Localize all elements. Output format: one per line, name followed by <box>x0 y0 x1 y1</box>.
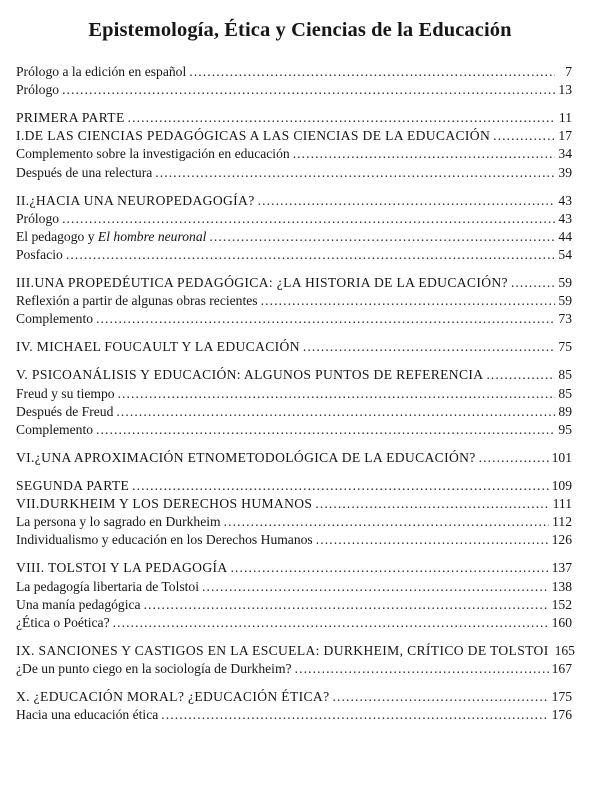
dot-leader <box>315 495 549 513</box>
section-spacer <box>16 99 572 109</box>
toc-entry <box>16 403 572 421</box>
toc-label: Complemento <box>16 311 94 327</box>
section-spacer <box>16 467 572 477</box>
dot-leader <box>486 366 555 384</box>
toc-page-number: 17 <box>558 128 572 144</box>
toc-entry <box>16 246 572 264</box>
toc-label: La pedagogía libertaria de Tolstoi <box>16 578 200 594</box>
dot-leader <box>479 449 549 467</box>
toc-page-number: 34 <box>558 146 572 162</box>
toc-entry <box>16 385 572 403</box>
toc-page-number: 112 <box>552 514 572 530</box>
toc-entry <box>16 292 572 310</box>
toc-chapter-heading: VII.DURKHEIM Y LOS DERECHOS HUMANOS <box>16 496 313 512</box>
toc-page-number: 111 <box>552 496 572 512</box>
dot-leader <box>493 127 555 145</box>
section-spacer <box>16 357 572 367</box>
dot-leader <box>316 531 549 549</box>
dot-leader <box>62 210 555 228</box>
toc-entry <box>16 559 572 577</box>
toc-part-heading: PRIMERA PARTE <box>16 110 125 126</box>
toc-entry <box>16 145 572 163</box>
section-spacer <box>16 439 572 449</box>
toc-page-number: 95 <box>558 421 572 437</box>
toc-entry <box>16 63 572 81</box>
toc-page-number: 43 <box>558 210 572 226</box>
toc-entry <box>16 660 572 678</box>
toc-label: Después de una relectura <box>16 164 153 180</box>
dot-leader <box>161 706 548 724</box>
dot-leader <box>116 403 555 421</box>
toc-page-number: 39 <box>558 164 572 180</box>
toc-page-number: 165 <box>554 642 575 658</box>
dot-leader <box>96 421 555 439</box>
toc-entry <box>16 688 572 706</box>
toc-page-number: 11 <box>558 110 572 126</box>
toc-entry <box>16 596 572 614</box>
dot-leader <box>209 228 555 246</box>
section-spacer <box>16 632 572 642</box>
toc-entry <box>16 614 572 632</box>
book-title: El hombre neuronal <box>97 228 207 244</box>
toc-page-number: 101 <box>551 449 572 465</box>
page-title: Epistemología, Ética y Ciencias de la Educación <box>88 19 512 41</box>
toc-label: ¿Ética o Poética? <box>16 614 110 630</box>
toc-page-number: 160 <box>551 614 572 630</box>
toc-page-number: 54 <box>558 247 572 263</box>
toc-entry <box>16 274 572 292</box>
toc-entry <box>16 192 572 210</box>
toc-label: Posfacio <box>16 247 63 263</box>
section-spacer <box>16 182 572 192</box>
toc-page-number: 89 <box>558 403 572 419</box>
dot-leader <box>144 596 549 614</box>
toc-entry <box>16 164 572 182</box>
toc-chapter-heading: II.¿HACIA UNA NEUROPEDAGOGÍA? <box>16 192 255 208</box>
toc-page-number: 43 <box>558 192 572 208</box>
toc-page-number: 85 <box>558 385 572 401</box>
dot-leader <box>293 145 555 163</box>
toc-entry <box>16 228 572 246</box>
toc-label: Prólogo <box>16 82 60 98</box>
toc-entry <box>16 706 572 724</box>
toc-page-number: 167 <box>551 660 572 676</box>
toc-chapter-heading: III.UNA PROPEDÉUTICA PEDAGÓGICA: ¿LA HISTORIA DE LA EDUCACIÓN? <box>16 275 508 291</box>
dot-leader <box>189 63 555 81</box>
toc-entry <box>16 495 572 513</box>
toc-page-number: 176 <box>551 707 572 723</box>
toc-page-number: 7 <box>565 64 572 79</box>
toc-entry <box>16 81 572 99</box>
dot-leader <box>303 338 555 356</box>
toc-label: Una manía pedagógica <box>16 596 141 612</box>
toc-label: Complemento sobre la investigación en educación <box>16 146 290 162</box>
section-spacer <box>16 264 572 274</box>
toc-label: Prólogo a la edición en español <box>16 64 187 79</box>
toc-page-number: 138 <box>551 578 572 594</box>
dot-leader <box>332 688 548 706</box>
toc-chapter-heading: I.DE LAS CIENCIAS PEDAGÓGICAS A LAS CIENCIAS DE LA EDUCACIÓN <box>16 128 491 144</box>
dot-leader <box>261 292 555 310</box>
toc-label: Hacia una educación ética <box>16 707 159 723</box>
toc-entry <box>16 449 572 467</box>
table-of-contents <box>16 63 575 724</box>
toc-label: La persona y lo sagrado en Durkheim <box>16 514 221 530</box>
toc-entry <box>16 109 572 127</box>
toc-entry <box>16 127 572 145</box>
dot-leader <box>295 660 549 678</box>
dot-leader <box>202 578 549 596</box>
toc-label <box>16 228 206 246</box>
toc-label: Reflexión a partir de algunas obras recientes <box>16 293 258 309</box>
dot-leader <box>511 274 555 292</box>
toc-chapter-heading: X. ¿EDUCACIÓN MORAL? ¿EDUCACIÓN ÉTICA? <box>16 688 330 704</box>
toc-page-number: 137 <box>551 560 572 576</box>
toc-label: Complemento <box>16 421 94 437</box>
section-spacer <box>16 678 572 688</box>
toc-entry <box>16 421 572 439</box>
toc-label-text: El pedagogo y <box>16 228 98 244</box>
dot-leader <box>62 81 555 99</box>
toc-entry <box>16 477 572 495</box>
dot-leader <box>155 164 555 182</box>
dot-leader <box>113 614 549 632</box>
toc-entry <box>16 338 572 356</box>
toc-entry <box>16 578 572 596</box>
dot-leader <box>66 246 555 264</box>
section-spacer <box>16 329 572 339</box>
section-spacer <box>16 549 572 559</box>
toc-page-number: 59 <box>558 293 572 309</box>
toc-chapter-heading: VIII. TOLSTOI Y LA PEDAGOGÍA <box>16 560 228 576</box>
toc-page-number: 75 <box>558 339 572 355</box>
dot-leader <box>224 513 550 531</box>
toc-page-number: 175 <box>551 688 572 704</box>
dot-leader <box>231 559 549 577</box>
dot-leader <box>128 109 555 127</box>
toc-entry <box>16 366 572 384</box>
toc-entry <box>16 310 572 328</box>
toc-label: Individualismo y educación en los Derechos Humanos <box>16 532 313 548</box>
toc-entry <box>16 513 572 531</box>
dot-leader <box>258 192 555 210</box>
toc-page-number: 85 <box>558 367 572 383</box>
toc-label: Freud y su tiempo <box>16 385 115 401</box>
toc-page-number: 109 <box>551 477 572 493</box>
toc-page-number: 13 <box>558 82 572 98</box>
toc-part-heading: SEGUNDA PARTE <box>16 477 130 493</box>
toc-entry <box>16 210 572 228</box>
toc-chapter-heading: V. PSICOANÁLISIS Y EDUCACIÓN: ALGUNOS PUNTOS DE REFERENCIA <box>16 367 484 383</box>
toc-page-number: 126 <box>551 532 572 548</box>
toc-page-number: 73 <box>558 311 572 327</box>
toc-label: Prólogo <box>16 210 60 226</box>
toc-label: Después de Freud <box>16 403 114 419</box>
toc-page-number: 59 <box>558 275 572 291</box>
toc-page-number: 44 <box>558 228 572 244</box>
toc-entry <box>16 531 572 549</box>
toc-entry <box>16 642 575 660</box>
toc-chapter-heading: IX. SANCIONES Y CASTIGOS EN LA ESCUELA: DURKHEIM, CRÍTICO DE TOLSTOI <box>16 642 549 658</box>
dot-leader <box>132 477 548 495</box>
toc-label: ¿De un punto ciego en la sociología de Durkheim? <box>16 660 292 676</box>
toc-chapter-heading: VI.¿UNA APROXIMACIÓN ETNOMETODOLÓGICA DE LA EDUCACIÓN? <box>16 449 476 465</box>
toc-page-number: 152 <box>551 596 572 612</box>
dot-leader <box>118 385 555 403</box>
dot-leader <box>96 310 555 328</box>
toc-chapter-heading: IV. MICHAEL FOUCAULT Y LA EDUCACIÓN <box>16 339 300 355</box>
